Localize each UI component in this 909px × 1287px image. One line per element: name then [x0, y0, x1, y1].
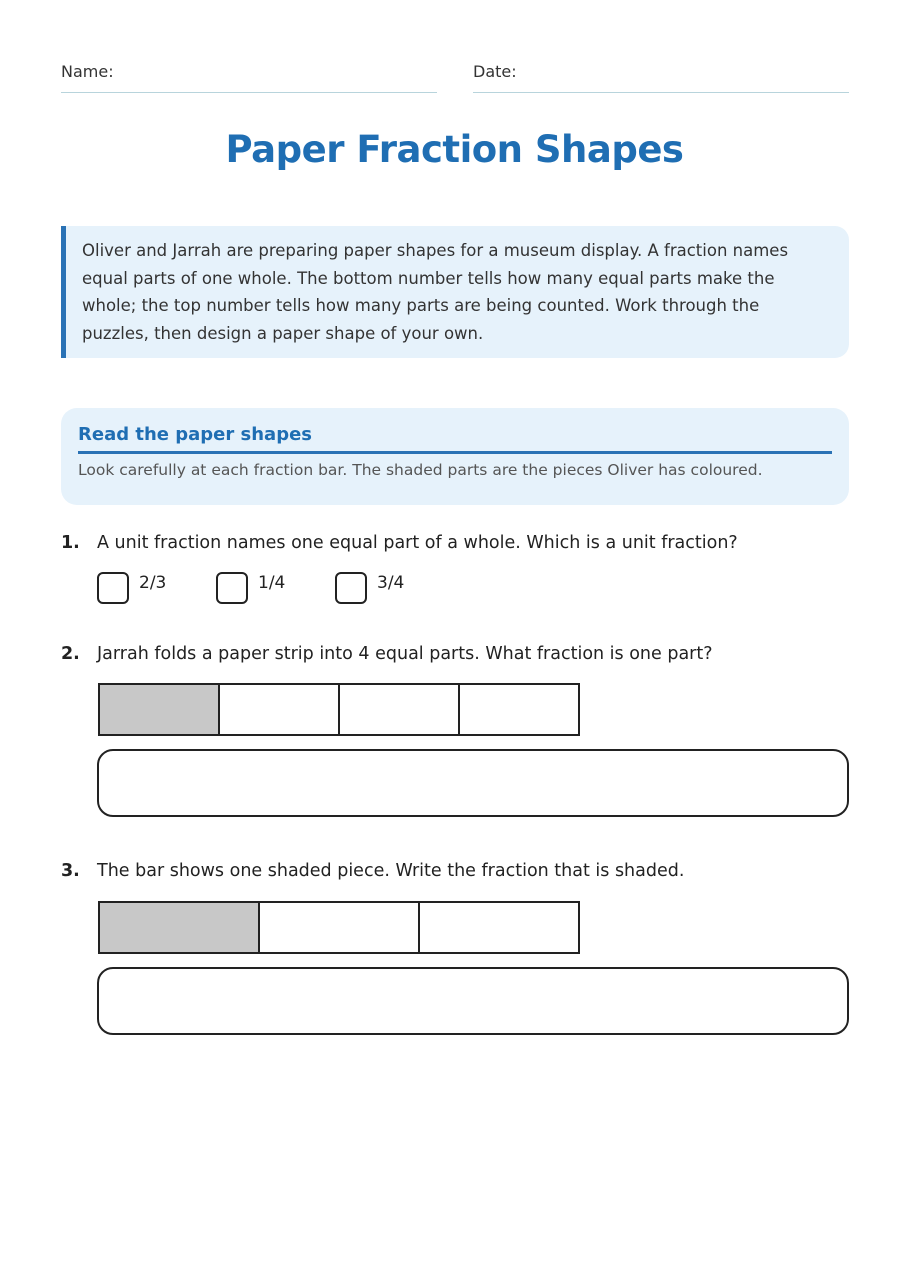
- intro-panel: Oliver and Jarrah are preparing paper shapes for a museum display. A fraction names equal parts of one whole. The bottom number tells how many equal parts make the whole; the top number tells how many parts are being counted. Work through the puzzles, then design a paper shape of your own.: [61, 226, 849, 358]
- question-number: 1.: [61, 533, 80, 553]
- option-label: 2/3: [139, 573, 167, 593]
- unshaded-part: [260, 903, 420, 952]
- unshaded-part: [340, 685, 460, 734]
- name-field[interactable]: [61, 62, 437, 93]
- checkbox[interactable]: [335, 572, 367, 604]
- answer-box[interactable]: [97, 749, 849, 817]
- date-label: Date:: [473, 62, 517, 81]
- option-label: 1/4: [258, 573, 286, 593]
- option-1-4[interactable]: [216, 572, 285, 604]
- answer-box[interactable]: [97, 967, 849, 1035]
- option-label: 3/4: [377, 573, 405, 593]
- checkbox[interactable]: [216, 572, 248, 604]
- unshaded-part: [220, 685, 340, 734]
- date-field[interactable]: [473, 62, 849, 93]
- section-panel: [61, 408, 849, 505]
- question-text: The bar shows one shaded piece. Write the fraction that is shaded.: [97, 861, 685, 881]
- checkbox[interactable]: [97, 572, 129, 604]
- question-text: Jarrah folds a paper strip into 4 equal parts. What fraction is one part?: [97, 644, 713, 664]
- section-title: Read the paper shapes: [78, 424, 832, 454]
- section-subtitle: Look carefully at each fraction bar. The shaded parts are the pieces Oliver has coloured.: [78, 461, 763, 479]
- fraction-bar: [98, 683, 580, 736]
- option-3-4[interactable]: [335, 572, 404, 604]
- question-number: 2.: [61, 644, 80, 664]
- page-title: Paper Fraction Shapes: [225, 128, 684, 171]
- option-2-3[interactable]: [97, 572, 166, 604]
- question-text: A unit fraction names one equal part of a whole. Which is a unit fraction?: [97, 533, 738, 553]
- fraction-bar: [98, 901, 580, 954]
- unshaded-part: [420, 903, 578, 952]
- shaded-part: [100, 685, 220, 734]
- name-label: Name:: [61, 62, 114, 81]
- shaded-part: [100, 903, 260, 952]
- unshaded-part: [460, 685, 578, 734]
- question-number: 3.: [61, 861, 80, 881]
